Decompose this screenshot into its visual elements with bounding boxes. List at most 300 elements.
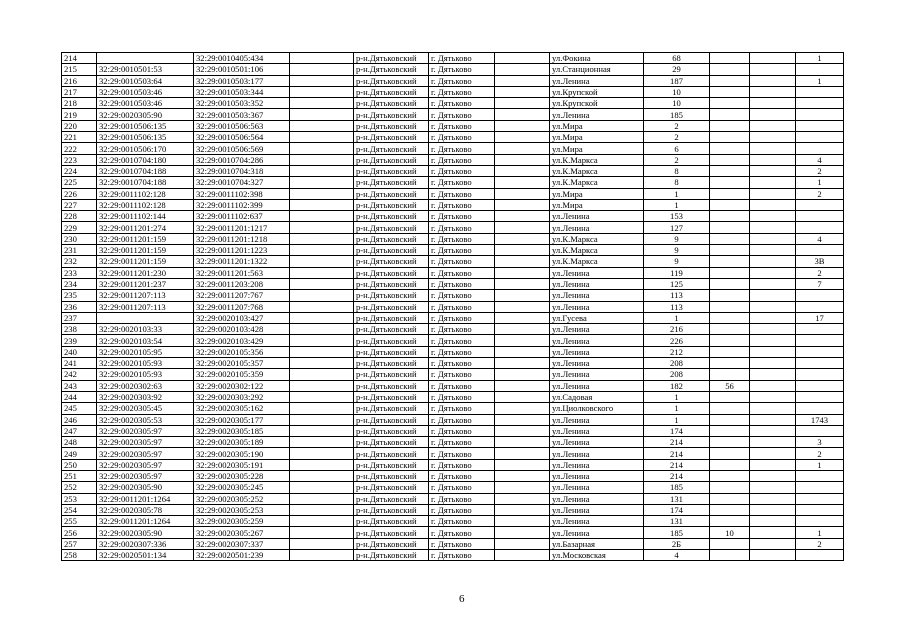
- flat-cell: [796, 324, 844, 335]
- row-number-cell: 223: [62, 154, 97, 165]
- empty-cell: [750, 470, 796, 481]
- street-cell: ул.К.Маркса: [550, 256, 644, 267]
- empty-cell: [495, 233, 550, 244]
- city-cell: г. Дятьково: [429, 256, 495, 267]
- district-cell: р-н.Дятьковский: [354, 538, 429, 549]
- street-cell: ул.К.Маркса: [550, 245, 644, 256]
- street-cell: ул.Мира: [550, 132, 644, 143]
- row-number-cell: 216: [62, 75, 97, 86]
- table-row: [62, 493, 844, 504]
- empty-cell: [750, 233, 796, 244]
- cadastral-number-cell: 32:29:0010704:286: [194, 154, 290, 165]
- house-cell: 8: [644, 165, 710, 176]
- house-cell: 2: [644, 120, 710, 131]
- table-row: [62, 143, 844, 154]
- empty-cell: [495, 98, 550, 109]
- flat-cell: 1: [796, 177, 844, 188]
- empty-cell: [750, 527, 796, 538]
- house-cell: 153: [644, 211, 710, 222]
- empty-cell: [750, 86, 796, 97]
- empty-cell: [495, 267, 550, 278]
- house-cell: 214: [644, 448, 710, 459]
- cadastral-number-cell: 32:29:0010704:327: [194, 177, 290, 188]
- flat-cell: 1: [796, 75, 844, 86]
- city-cell: г. Дятьково: [429, 538, 495, 549]
- cadastral-number-cell: 32:29:0010503:367: [194, 109, 290, 120]
- house-cell: 187: [644, 75, 710, 86]
- flat-cell: 2: [796, 165, 844, 176]
- table-row: [62, 222, 844, 233]
- house-cell: 185: [644, 482, 710, 493]
- empty-cell: [290, 222, 354, 233]
- street-cell: ул.Мира: [550, 188, 644, 199]
- empty-cell: [495, 312, 550, 323]
- empty-cell: [290, 380, 354, 391]
- cadastral-number-cell: 32:29:0020305:190: [194, 448, 290, 459]
- row-number-cell: 219: [62, 109, 97, 120]
- district-cell: р-н.Дятьковский: [354, 482, 429, 493]
- empty-cell: [495, 278, 550, 289]
- district-cell: р-н.Дятьковский: [354, 120, 429, 131]
- house-cell: 1: [644, 391, 710, 402]
- street-cell: ул.Ленина: [550, 369, 644, 380]
- row-number-cell: 234: [62, 278, 97, 289]
- city-cell: г. Дятьково: [429, 470, 495, 481]
- empty-cell: [290, 346, 354, 357]
- district-cell: р-н.Дятьковский: [354, 267, 429, 278]
- table-row: [62, 64, 844, 75]
- city-cell: г. Дятьково: [429, 199, 495, 210]
- parcel-number-cell: 32:29:0020103:54: [97, 335, 194, 346]
- house-cell: 226: [644, 335, 710, 346]
- house-cell: 185: [644, 527, 710, 538]
- city-cell: г. Дятьково: [429, 290, 495, 301]
- building-cell: [710, 403, 750, 414]
- cadastral-number-cell: 32:29:0010704:318: [194, 165, 290, 176]
- table-row: [62, 324, 844, 335]
- empty-cell: [750, 132, 796, 143]
- district-cell: р-н.Дятьковский: [354, 335, 429, 346]
- house-cell: 2Б: [644, 538, 710, 549]
- parcel-number-cell: 32:29:0011201:159: [97, 233, 194, 244]
- empty-cell: [290, 482, 354, 493]
- street-cell: ул.Ленина: [550, 470, 644, 481]
- house-cell: 208: [644, 369, 710, 380]
- table-row: [62, 504, 844, 515]
- flat-cell: [796, 369, 844, 380]
- row-number-cell: 233: [62, 267, 97, 278]
- city-cell: г. Дятьково: [429, 245, 495, 256]
- parcel-number-cell: 32:29:0010506:135: [97, 120, 194, 131]
- empty-cell: [750, 324, 796, 335]
- city-cell: г. Дятьково: [429, 86, 495, 97]
- cadastral-number-cell: 32:29:0011201:1322: [194, 256, 290, 267]
- empty-cell: [290, 414, 354, 425]
- street-cell: ул.Ленина: [550, 324, 644, 335]
- empty-cell: [495, 516, 550, 527]
- cadastral-number-cell: 32:29:0020305:245: [194, 482, 290, 493]
- empty-cell: [750, 504, 796, 515]
- empty-cell: [290, 290, 354, 301]
- parcel-number-cell: 32:29:0010704:188: [97, 165, 194, 176]
- empty-cell: [290, 245, 354, 256]
- flat-cell: [796, 403, 844, 414]
- table-row: [62, 470, 844, 481]
- row-number-cell: 249: [62, 448, 97, 459]
- district-cell: р-н.Дятьковский: [354, 154, 429, 165]
- row-number-cell: 254: [62, 504, 97, 515]
- city-cell: г. Дятьково: [429, 324, 495, 335]
- parcel-number-cell: 32:29:0020303:92: [97, 391, 194, 402]
- city-cell: г. Дятьково: [429, 233, 495, 244]
- empty-cell: [290, 527, 354, 538]
- table-row: [62, 482, 844, 493]
- street-cell: ул.Ленина: [550, 448, 644, 459]
- empty-cell: [495, 64, 550, 75]
- building-cell: [710, 256, 750, 267]
- city-cell: г. Дятьково: [429, 369, 495, 380]
- flat-cell: [796, 504, 844, 515]
- house-cell: 113: [644, 290, 710, 301]
- building-cell: [710, 448, 750, 459]
- empty-cell: [750, 211, 796, 222]
- district-cell: р-н.Дятьковский: [354, 504, 429, 515]
- flat-cell: [796, 222, 844, 233]
- flat-cell: 17: [796, 312, 844, 323]
- city-cell: г. Дятьково: [429, 188, 495, 199]
- district-cell: р-н.Дятьковский: [354, 188, 429, 199]
- empty-cell: [290, 312, 354, 323]
- parcel-number-cell: 32:29:0020305:97: [97, 425, 194, 436]
- empty-cell: [495, 391, 550, 402]
- table-row: [62, 154, 844, 165]
- row-number-cell: 258: [62, 550, 97, 561]
- empty-cell: [495, 222, 550, 233]
- row-number-cell: 251: [62, 470, 97, 481]
- cadastral-number-cell: 32:29:0020305:185: [194, 425, 290, 436]
- row-number-cell: 231: [62, 245, 97, 256]
- empty-cell: [495, 120, 550, 131]
- house-cell: 9: [644, 233, 710, 244]
- parcel-number-cell: 32:29:0010503:46: [97, 86, 194, 97]
- building-cell: [710, 86, 750, 97]
- street-cell: ул.К.Маркса: [550, 233, 644, 244]
- building-cell: [710, 470, 750, 481]
- flat-cell: [796, 199, 844, 210]
- city-cell: г. Дятьково: [429, 346, 495, 357]
- building-cell: [710, 482, 750, 493]
- cadastral-number-cell: 32:29:0020501:239: [194, 550, 290, 561]
- table-row: [62, 256, 844, 267]
- table-row: [62, 267, 844, 278]
- house-cell: 68: [644, 53, 710, 64]
- house-cell: 9: [644, 256, 710, 267]
- empty-cell: [750, 75, 796, 86]
- cadastral-number-cell: 32:29:0011102:398: [194, 188, 290, 199]
- street-cell: ул.Циолковского: [550, 403, 644, 414]
- table-body: [62, 53, 844, 561]
- cadastral-number-cell: 32:29:0011201:563: [194, 267, 290, 278]
- empty-cell: [495, 493, 550, 504]
- building-cell: [710, 267, 750, 278]
- table-row: [62, 177, 844, 188]
- building-cell: [710, 425, 750, 436]
- parcel-number-cell: 32:29:0010704:180: [97, 154, 194, 165]
- table-row: [62, 516, 844, 527]
- empty-cell: [495, 188, 550, 199]
- district-cell: р-н.Дятьковский: [354, 177, 429, 188]
- district-cell: р-н.Дятьковский: [354, 369, 429, 380]
- register-table: [61, 52, 844, 561]
- table-row: [62, 335, 844, 346]
- street-cell: ул.Гусева: [550, 312, 644, 323]
- empty-cell: [750, 120, 796, 131]
- row-number-cell: 244: [62, 391, 97, 402]
- district-cell: р-н.Дятьковский: [354, 324, 429, 335]
- building-cell: [710, 211, 750, 222]
- cadastral-number-cell: 32:29:0010501:106: [194, 64, 290, 75]
- house-cell: 212: [644, 346, 710, 357]
- city-cell: г. Дятьково: [429, 448, 495, 459]
- table-row: [62, 245, 844, 256]
- table-row: [62, 188, 844, 199]
- empty-cell: [750, 493, 796, 504]
- flat-cell: [796, 482, 844, 493]
- house-cell: 182: [644, 380, 710, 391]
- table-row: [62, 358, 844, 369]
- flat-cell: 4: [796, 233, 844, 244]
- building-cell: [710, 358, 750, 369]
- empty-cell: [750, 335, 796, 346]
- empty-cell: [290, 425, 354, 436]
- city-cell: г. Дятьково: [429, 109, 495, 120]
- cadastral-number-cell: 32:29:0020303:292: [194, 391, 290, 402]
- street-cell: ул.Ленина: [550, 437, 644, 448]
- city-cell: г. Дятьково: [429, 425, 495, 436]
- row-number-cell: 237: [62, 312, 97, 323]
- building-cell: [710, 199, 750, 210]
- building-cell: 10: [710, 527, 750, 538]
- empty-cell: [750, 188, 796, 199]
- house-cell: 174: [644, 425, 710, 436]
- page-number: 6: [459, 593, 465, 605]
- row-number-cell: 246: [62, 414, 97, 425]
- flat-cell: [796, 143, 844, 154]
- empty-cell: [750, 267, 796, 278]
- street-cell: ул.Ленина: [550, 527, 644, 538]
- cadastral-number-cell: 32:29:0020305:177: [194, 414, 290, 425]
- row-number-cell: 247: [62, 425, 97, 436]
- district-cell: р-н.Дятьковский: [354, 358, 429, 369]
- district-cell: р-н.Дятьковский: [354, 86, 429, 97]
- city-cell: г. Дятьково: [429, 414, 495, 425]
- empty-cell: [290, 470, 354, 481]
- flat-cell: 1: [796, 53, 844, 64]
- cadastral-number-cell: 32:29:0020103:427: [194, 312, 290, 323]
- house-cell: 125: [644, 278, 710, 289]
- street-cell: ул.Ленина: [550, 414, 644, 425]
- flat-cell: [796, 470, 844, 481]
- city-cell: г. Дятьково: [429, 391, 495, 402]
- parcel-number-cell: 32:29:0011201:237: [97, 278, 194, 289]
- parcel-number-cell: 32:29:0020305:97: [97, 470, 194, 481]
- flat-cell: [796, 358, 844, 369]
- flat-cell: [796, 98, 844, 109]
- cadastral-number-cell: 32:29:0011201:1218: [194, 233, 290, 244]
- parcel-number-cell: 32:29:0011207:113: [97, 290, 194, 301]
- flat-cell: [796, 346, 844, 357]
- empty-cell: [750, 437, 796, 448]
- row-number-cell: 255: [62, 516, 97, 527]
- row-number-cell: 227: [62, 199, 97, 210]
- parcel-number-cell: [97, 312, 194, 323]
- city-cell: г. Дятьково: [429, 550, 495, 561]
- district-cell: р-н.Дятьковский: [354, 98, 429, 109]
- table-row: [62, 538, 844, 549]
- cadastral-number-cell: 32:29:0020305:191: [194, 459, 290, 470]
- empty-cell: [290, 550, 354, 561]
- house-cell: 185: [644, 109, 710, 120]
- building-cell: [710, 188, 750, 199]
- parcel-number-cell: 32:29:0020305:78: [97, 504, 194, 515]
- flat-cell: 1: [796, 527, 844, 538]
- district-cell: р-н.Дятьковский: [354, 301, 429, 312]
- empty-cell: [750, 177, 796, 188]
- building-cell: [710, 165, 750, 176]
- empty-cell: [750, 109, 796, 120]
- cadastral-number-cell: 32:29:0020105:359: [194, 369, 290, 380]
- city-cell: г. Дятьково: [429, 358, 495, 369]
- row-number-cell: 248: [62, 437, 97, 448]
- parcel-number-cell: 32:29:0020105:93: [97, 358, 194, 369]
- empty-cell: [495, 358, 550, 369]
- empty-cell: [750, 482, 796, 493]
- street-cell: ул.Ленина: [550, 267, 644, 278]
- empty-cell: [290, 177, 354, 188]
- empty-cell: [750, 64, 796, 75]
- district-cell: р-н.Дятьковский: [354, 245, 429, 256]
- street-cell: ул.Ленина: [550, 493, 644, 504]
- row-number-cell: 217: [62, 86, 97, 97]
- table-row: [62, 437, 844, 448]
- city-cell: г. Дятьково: [429, 459, 495, 470]
- empty-cell: [290, 391, 354, 402]
- building-cell: [710, 154, 750, 165]
- table-row: [62, 132, 844, 143]
- parcel-number-cell: 32:29:0020105:93: [97, 369, 194, 380]
- row-number-cell: 230: [62, 233, 97, 244]
- empty-cell: [495, 177, 550, 188]
- city-cell: г. Дятьково: [429, 143, 495, 154]
- city-cell: г. Дятьково: [429, 403, 495, 414]
- empty-cell: [750, 403, 796, 414]
- house-cell: 131: [644, 493, 710, 504]
- empty-cell: [750, 53, 796, 64]
- street-cell: ул.К.Маркса: [550, 177, 644, 188]
- street-cell: ул.Ленина: [550, 516, 644, 527]
- table-row: [62, 346, 844, 357]
- flat-cell: 2: [796, 448, 844, 459]
- empty-cell: [290, 369, 354, 380]
- flat-cell: [796, 301, 844, 312]
- district-cell: р-н.Дятьковский: [354, 165, 429, 176]
- empty-cell: [290, 493, 354, 504]
- cadastral-number-cell: 32:29:0011201:1217: [194, 222, 290, 233]
- house-cell: 214: [644, 470, 710, 481]
- parcel-number-cell: 32:29:0010503:64: [97, 75, 194, 86]
- building-cell: [710, 143, 750, 154]
- building-cell: [710, 516, 750, 527]
- flat-cell: [796, 380, 844, 391]
- flat-cell: 4: [796, 154, 844, 165]
- row-number-cell: 224: [62, 165, 97, 176]
- flat-cell: 3: [796, 437, 844, 448]
- empty-cell: [290, 165, 354, 176]
- empty-cell: [290, 278, 354, 289]
- district-cell: р-н.Дятьковский: [354, 143, 429, 154]
- empty-cell: [495, 154, 550, 165]
- empty-cell: [495, 211, 550, 222]
- empty-cell: [290, 459, 354, 470]
- flat-cell: [796, 425, 844, 436]
- street-cell: ул.Садовая: [550, 391, 644, 402]
- building-cell: [710, 245, 750, 256]
- city-cell: г. Дятьково: [429, 120, 495, 131]
- cadastral-number-cell: 32:29:0010503:352: [194, 98, 290, 109]
- empty-cell: [495, 437, 550, 448]
- district-cell: р-н.Дятьковский: [354, 222, 429, 233]
- street-cell: ул.Мира: [550, 143, 644, 154]
- city-cell: г. Дятьково: [429, 222, 495, 233]
- city-cell: г. Дятьково: [429, 504, 495, 515]
- street-cell: ул.Мира: [550, 120, 644, 131]
- building-cell: [710, 177, 750, 188]
- cadastral-number-cell: 32:29:0020305:162: [194, 403, 290, 414]
- table-row: [62, 86, 844, 97]
- empty-cell: [750, 278, 796, 289]
- parcel-number-cell: 32:29:0020305:97: [97, 459, 194, 470]
- district-cell: р-н.Дятьковский: [354, 132, 429, 143]
- street-cell: ул.Ленина: [550, 482, 644, 493]
- empty-cell: [495, 504, 550, 515]
- house-cell: 216: [644, 324, 710, 335]
- street-cell: ул.Мира: [550, 199, 644, 210]
- empty-cell: [495, 414, 550, 425]
- street-cell: ул.Ленина: [550, 459, 644, 470]
- city-cell: г. Дятьково: [429, 211, 495, 222]
- parcel-number-cell: 32:29:0020105:95: [97, 346, 194, 357]
- cadastral-number-cell: 32:29:0011201:1223: [194, 245, 290, 256]
- house-cell: 127: [644, 222, 710, 233]
- building-cell: [710, 75, 750, 86]
- parcel-number-cell: 32:29:0011102:128: [97, 188, 194, 199]
- city-cell: г. Дятьково: [429, 312, 495, 323]
- district-cell: р-н.Дятьковский: [354, 199, 429, 210]
- district-cell: р-н.Дятьковский: [354, 459, 429, 470]
- flat-cell: 7: [796, 278, 844, 289]
- row-number-cell: 245: [62, 403, 97, 414]
- table-row: [62, 527, 844, 538]
- district-cell: р-н.Дятьковский: [354, 391, 429, 402]
- table-row: [62, 459, 844, 470]
- flat-cell: 2: [796, 538, 844, 549]
- district-cell: р-н.Дятьковский: [354, 290, 429, 301]
- flat-cell: [796, 64, 844, 75]
- row-number-cell: 256: [62, 527, 97, 538]
- empty-cell: [750, 165, 796, 176]
- cadastral-number-cell: 32:29:0020305:253: [194, 504, 290, 515]
- building-cell: [710, 222, 750, 233]
